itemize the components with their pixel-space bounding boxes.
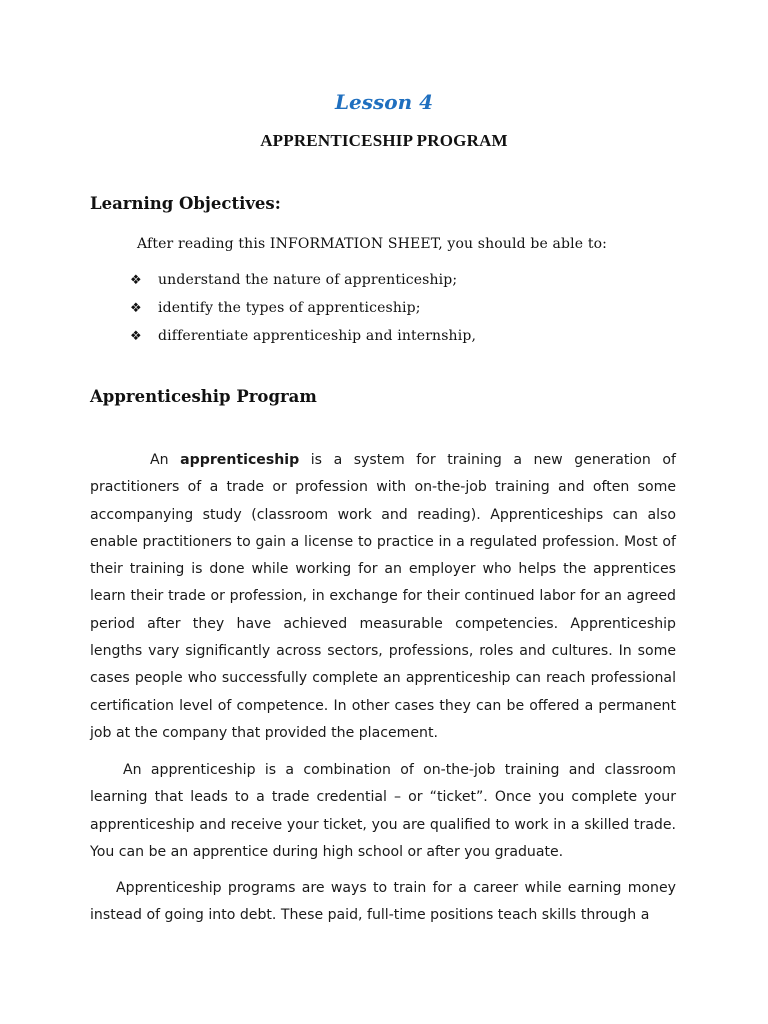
objective-text: understand the nature of apprenticeship; xyxy=(158,272,458,288)
paragraph-body: is a system for training a new generation of practitioners of a trade or profession with on-the-job training and often some accompanying study (classroom work and reading). Apprenticeships can also enable practitioners to gain a license to practice in a regulated profession. Most of their training is done while working for an employer who helps the apprentices learn their trade or profession, in exchange for their continued labor for an agreed period after they have achieved measurable competencies. Apprenticeship lengths vary significantly across sectors, professions, roles and cultures. In some cases people who successfully complete an apprenticeship can reach professional certification level of competence. In other cases they can be offered a permanent job at the company that provided the placement. xyxy=(90,452,676,741)
key-term: apprenticeship xyxy=(180,452,300,468)
objective-item xyxy=(130,272,476,300)
objective-item xyxy=(130,300,476,328)
objectives-list xyxy=(130,272,476,356)
lesson-title: Lesson 4 xyxy=(334,90,434,114)
diamond-bullet-icon: ❖ xyxy=(130,301,142,316)
diamond-bullet-icon: ❖ xyxy=(130,329,142,344)
objective-text: identify the types of apprenticeship; xyxy=(158,300,421,316)
paragraph-combination: An apprenticeship is a combination of on-the-job training and classroom learning that leads to a trade credential – or “ticket”. Once you complete your apprenticeship and receive your ticket, you are qualified to work in a skilled trade. You can be an apprentice during high school or after you graduate. xyxy=(90,762,676,860)
objectives-heading: Learning Objectives: xyxy=(90,194,281,213)
paragraph-lead: An xyxy=(150,452,181,468)
objective-text: differentiate apprenticeship and internship, xyxy=(158,328,477,344)
diamond-bullet-icon: ❖ xyxy=(130,273,142,288)
objectives-intro: After reading this INFORMATION SHEET, you should be able to: xyxy=(137,236,608,252)
program-title: APPRENTICESHIP PROGRAM xyxy=(260,131,508,150)
paragraph-programs: Apprenticeship programs are ways to train for a career while earning money instead of going into debt. These paid, full-time positions teach skills through a xyxy=(90,880,676,924)
objective-item xyxy=(130,328,476,356)
section-heading: Apprenticeship Program xyxy=(90,387,317,406)
paragraph-definition xyxy=(90,447,676,747)
